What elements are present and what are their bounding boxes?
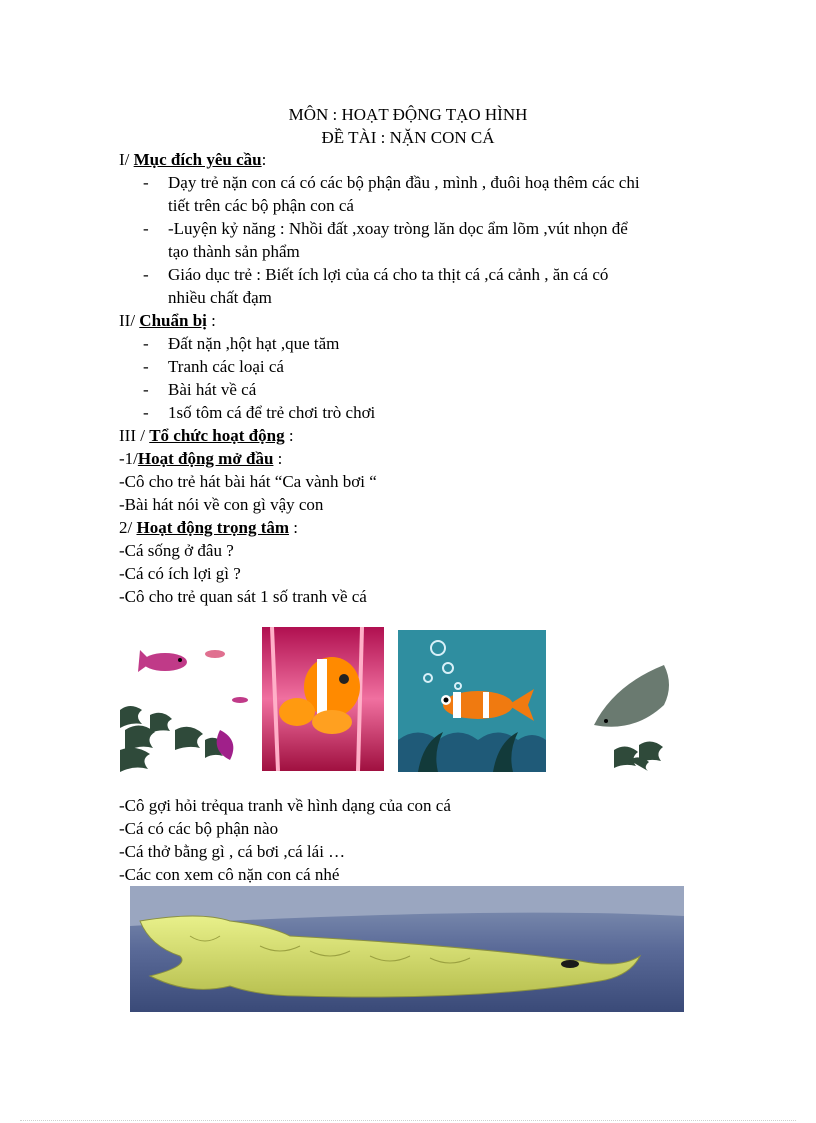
bullet-dash: - xyxy=(143,173,149,192)
section3-heading xyxy=(119,425,294,447)
list-item: Dạy trẻ nặn con cá có các bộ phận đầu , mình , đuôi hoạ thêm các chi xyxy=(168,173,640,192)
page-footer-divider xyxy=(20,1120,796,1121)
section2-prefix: II/ xyxy=(119,311,140,330)
part1-heading xyxy=(119,448,282,470)
section2-title: Chuẩn bị xyxy=(139,311,207,330)
text-line: -Cá thở bằng gì , cá bơi ,cá lái … xyxy=(119,842,346,861)
section3-prefix: III / xyxy=(119,426,150,445)
list-item: Bài hát về cá xyxy=(168,380,257,399)
guppy-fish-image xyxy=(120,630,250,772)
list-item: Đất nặn ,hột hạt ,que tăm xyxy=(168,334,340,353)
nemo-fish-image xyxy=(398,630,546,772)
text-line: -Cô cho trẻ hát bài hát “Ca vành bơi “ xyxy=(119,472,377,491)
bullet-dash: - xyxy=(143,357,149,376)
clay-fish-photo xyxy=(130,886,684,1012)
list-item-cont: tạo thành sản phẩm xyxy=(168,242,300,261)
grey-fish-image xyxy=(584,655,674,771)
part2-heading xyxy=(119,517,298,539)
section3-suffix: : xyxy=(284,426,294,445)
text-line: -Cá có các bộ phận nào xyxy=(119,819,279,838)
part2-suffix: : xyxy=(289,518,298,537)
list-item-cont: tiết trên các bộ phận con cá xyxy=(168,196,354,215)
topic-title: ĐỀ TÀI : NẶN CON CÁ xyxy=(321,128,495,147)
text-line: -Bài hát nói về con gì vậy con xyxy=(119,495,324,514)
part2-prefix: 2/ xyxy=(119,518,137,537)
bullet-dash: - xyxy=(143,219,149,238)
text-line: -Các con xem cô nặn con cá nhé xyxy=(119,865,340,884)
section3-title: Tổ chức hoạt động xyxy=(149,426,285,445)
text-line: -Cô gợi hỏi trẻqua tranh về hình dạng của con cá xyxy=(119,796,451,815)
list-item: Giáo dục trẻ : Biết ích lợi của cá cho ta thịt cá ,cá cảnh , ăn cá có xyxy=(168,265,609,284)
list-item: 1số tôm cá để trẻ chơi trò chơi xyxy=(168,403,376,422)
list-item: Tranh các loại cá xyxy=(168,357,284,376)
text-line: -Cô cho trẻ quan sát 1 số tranh về cá xyxy=(119,587,367,606)
text-line: -Cá có ích lợi gì ? xyxy=(119,564,241,583)
section1-title: Mục đích yêu cầu xyxy=(133,150,262,169)
section2-heading xyxy=(119,310,216,332)
section1-suffix: : xyxy=(261,150,267,169)
bullet-dash: - xyxy=(143,403,149,422)
bullet-dash: - xyxy=(143,265,149,284)
clownfish-image xyxy=(262,627,384,771)
part2-title: Hoạt động trọng tâm xyxy=(136,518,290,537)
part1-title: Hoạt động mở đầu xyxy=(137,449,274,468)
text-line: -Cá sống ở đâu ? xyxy=(119,541,234,560)
bullet-dash: - xyxy=(143,380,149,399)
part1-suffix: : xyxy=(273,449,283,468)
section1-heading xyxy=(119,149,266,171)
part1-prefix: -1/ xyxy=(119,449,138,468)
list-item: -Luyện kỷ năng : Nhồi đất ,xoay tròng lăn dọc ẩm lõm ,vút nhọn để xyxy=(168,219,628,238)
subject-title: MÔN : HOẠT ĐỘNG TẠO HÌNH xyxy=(288,105,528,124)
list-item-cont: nhiều chất đạm xyxy=(168,288,272,307)
bullet-dash: - xyxy=(143,334,149,353)
section2-suffix: : xyxy=(206,311,216,330)
section1-prefix: I/ xyxy=(119,150,134,169)
